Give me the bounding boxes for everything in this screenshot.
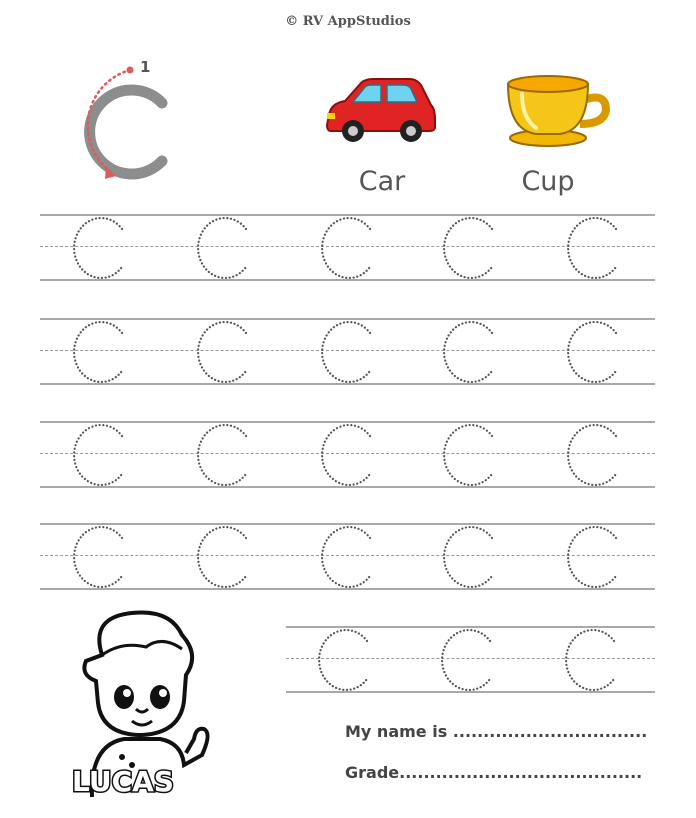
stroke-start-dot (127, 67, 134, 74)
trace-letter[interactable] (69, 422, 131, 488)
car-icon (323, 75, 438, 147)
trace-letter[interactable] (69, 319, 131, 385)
trace-letter[interactable] (439, 319, 501, 385)
trace-letter[interactable] (314, 627, 376, 693)
trace-letter[interactable] (437, 627, 499, 693)
trace-letter[interactable] (69, 524, 131, 590)
trace-letter[interactable] (563, 524, 625, 590)
copyright-text: RV AppStudios (302, 14, 411, 29)
trace-letter[interactable] (439, 215, 501, 281)
cup-icon (500, 72, 615, 154)
trace-letter[interactable] (563, 319, 625, 385)
copyright-symbol-icon: © (285, 14, 299, 29)
trace-letter[interactable] (439, 422, 501, 488)
stroke-demo-letter (70, 55, 195, 185)
trace-letter[interactable] (439, 524, 501, 590)
picture-word-cup: Cup (521, 166, 575, 197)
trace-letter[interactable] (317, 422, 379, 488)
trace-letter[interactable] (193, 215, 255, 281)
trace-letter[interactable] (69, 215, 131, 281)
trace-letter[interactable] (193, 422, 255, 488)
grade-field[interactable]: Grade........................................ (345, 763, 643, 782)
trace-letter[interactable] (563, 215, 625, 281)
name-field[interactable]: My name is ................................ (345, 722, 648, 741)
trace-letter[interactable] (193, 319, 255, 385)
picture-word-car: Car (358, 166, 406, 197)
trace-letter[interactable] (563, 422, 625, 488)
trace-letter[interactable] (193, 524, 255, 590)
boy-thumbs-up-icon (62, 605, 217, 800)
trace-letter[interactable] (561, 627, 623, 693)
mascot-name: LUCAS (72, 765, 174, 798)
copyright-notice (0, 14, 696, 29)
trace-letter[interactable] (317, 319, 379, 385)
trace-letter[interactable] (317, 524, 379, 590)
trace-letter[interactable] (317, 215, 379, 281)
stroke-number: 1 (140, 58, 151, 76)
